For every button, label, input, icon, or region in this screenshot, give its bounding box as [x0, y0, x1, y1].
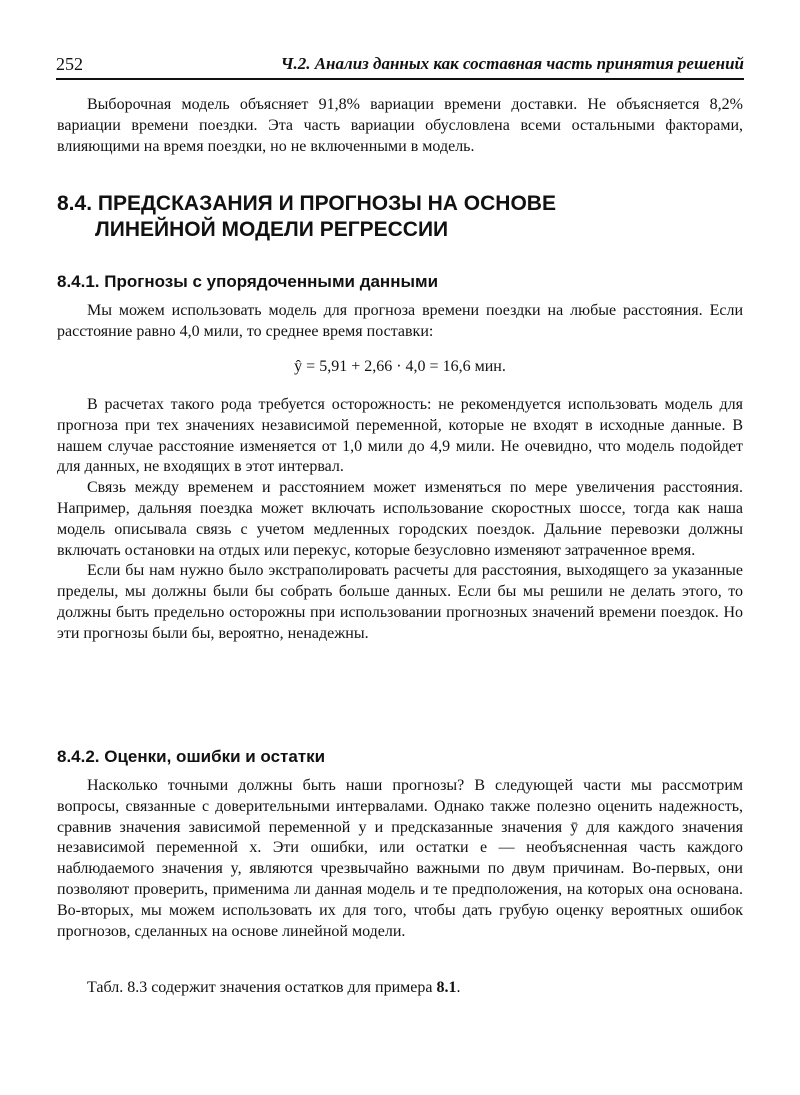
paragraph-forecast-intro: Мы можем использовать модель для прогноза времени поездки на любые расстояния. Если расстояние равно 4,0 мили, то среднее время поставки:: [57, 302, 743, 340]
table-reference-end: .: [456, 979, 461, 996]
section-heading-line2: ЛИНЕЙНОЙ МОДЕЛИ РЕГРЕССИИ: [95, 218, 449, 241]
section-heading: [57, 191, 743, 243]
table-reference-text: Табл. 8.3 содержит значения остатков для примера: [87, 979, 437, 996]
forecast-formula: ŷ = 5,91 + 2,66 · 4,0 = 16,6 мин.: [294, 358, 506, 375]
paragraph-caution: В расчетах такого рода требуется осторожность: не рекомендуется использовать модель для прогноза при тех значениях независимой переменной, которые не входят в исходные данные. В нашем случае расстояние изменяется от 1,0 мили до 4,9 мили. Не очевидно, что модель подойдет для данных, не входящих в этот интервал.: [57, 396, 743, 476]
table-reference-block: [57, 978, 743, 999]
subsection1-heading: 8.4.1. Прогнозы с упорядоченными данными: [57, 272, 439, 291]
page-number: 252: [56, 54, 83, 74]
intro-paragraph: Выборочная модель объясняет 91,8% вариации времени доставки. Не объясняется 8,2% вариации времени поездки. Эта часть вариации обусловлена всеми остальными факторами, влияющими на время поездки, но не включенными в модель.: [57, 96, 743, 155]
paragraph-table-reference: [57, 978, 743, 999]
page-header: [56, 54, 744, 80]
paragraph-relationship: Связь между временем и расстоянием может изменяться по мере увеличения расстояния. Например, дальняя поездка может включать использование скоростных шоссе, тогда как наша модель описывала связь с учетом медленных городских поездок. Дальние перевозки должны включать остановки на отдых или перекус, которые безусловно изменяют затраченное время.: [57, 479, 743, 559]
subsection2-body: [57, 776, 743, 942]
section-heading-line1: 8.4. ПРЕДСКАЗАНИЯ И ПРОГНОЗЫ НА ОСНОВЕ: [57, 192, 556, 215]
subsection1-body: [57, 395, 743, 645]
subsection1-intro: [57, 301, 743, 343]
intro-block: [57, 95, 743, 157]
paragraph-residuals: Насколько точными должны быть наши прогнозы? В следующей части мы рассмотрим вопросы, связанные с доверительными интервалами. Однако также полезно оценить надежность, сравнив значения зависимой переменной y и предсказанные значения ȳ для каждого значения независимой переменной x. Эти ошибки, или остатки e — необъясненная часть каждого наблюдаемого значения y, являются чрезвычайно важными по двум причинам. Во-первых, они позволяют проверить, применима ли данная модель и те предположения, на которых она основана. Во-вторых, мы можем использовать их для того, чтобы дать грубую оценку вероятных ошибок прогнозов, сделанных на основе линейной модели.: [57, 777, 743, 940]
paragraph-extrapolation: Если бы нам нужно было экстраполировать расчеты для расстояния, выходящего за указанные пределы, мы должны были бы собрать больше данных. Если бы мы решили не делать этого, то должны быть предельно осторожны при использовании прогнозных значений времени поездок. Но эти прогнозы были бы, вероятно, ненадежны.: [57, 562, 743, 642]
subsection2-heading: 8.4.2. Оценки, ошибки и остатки: [57, 747, 326, 766]
running-title: Ч.2. Анализ данных как составная часть принятия решений: [280, 54, 744, 73]
example-reference: 8.1: [436, 979, 457, 996]
